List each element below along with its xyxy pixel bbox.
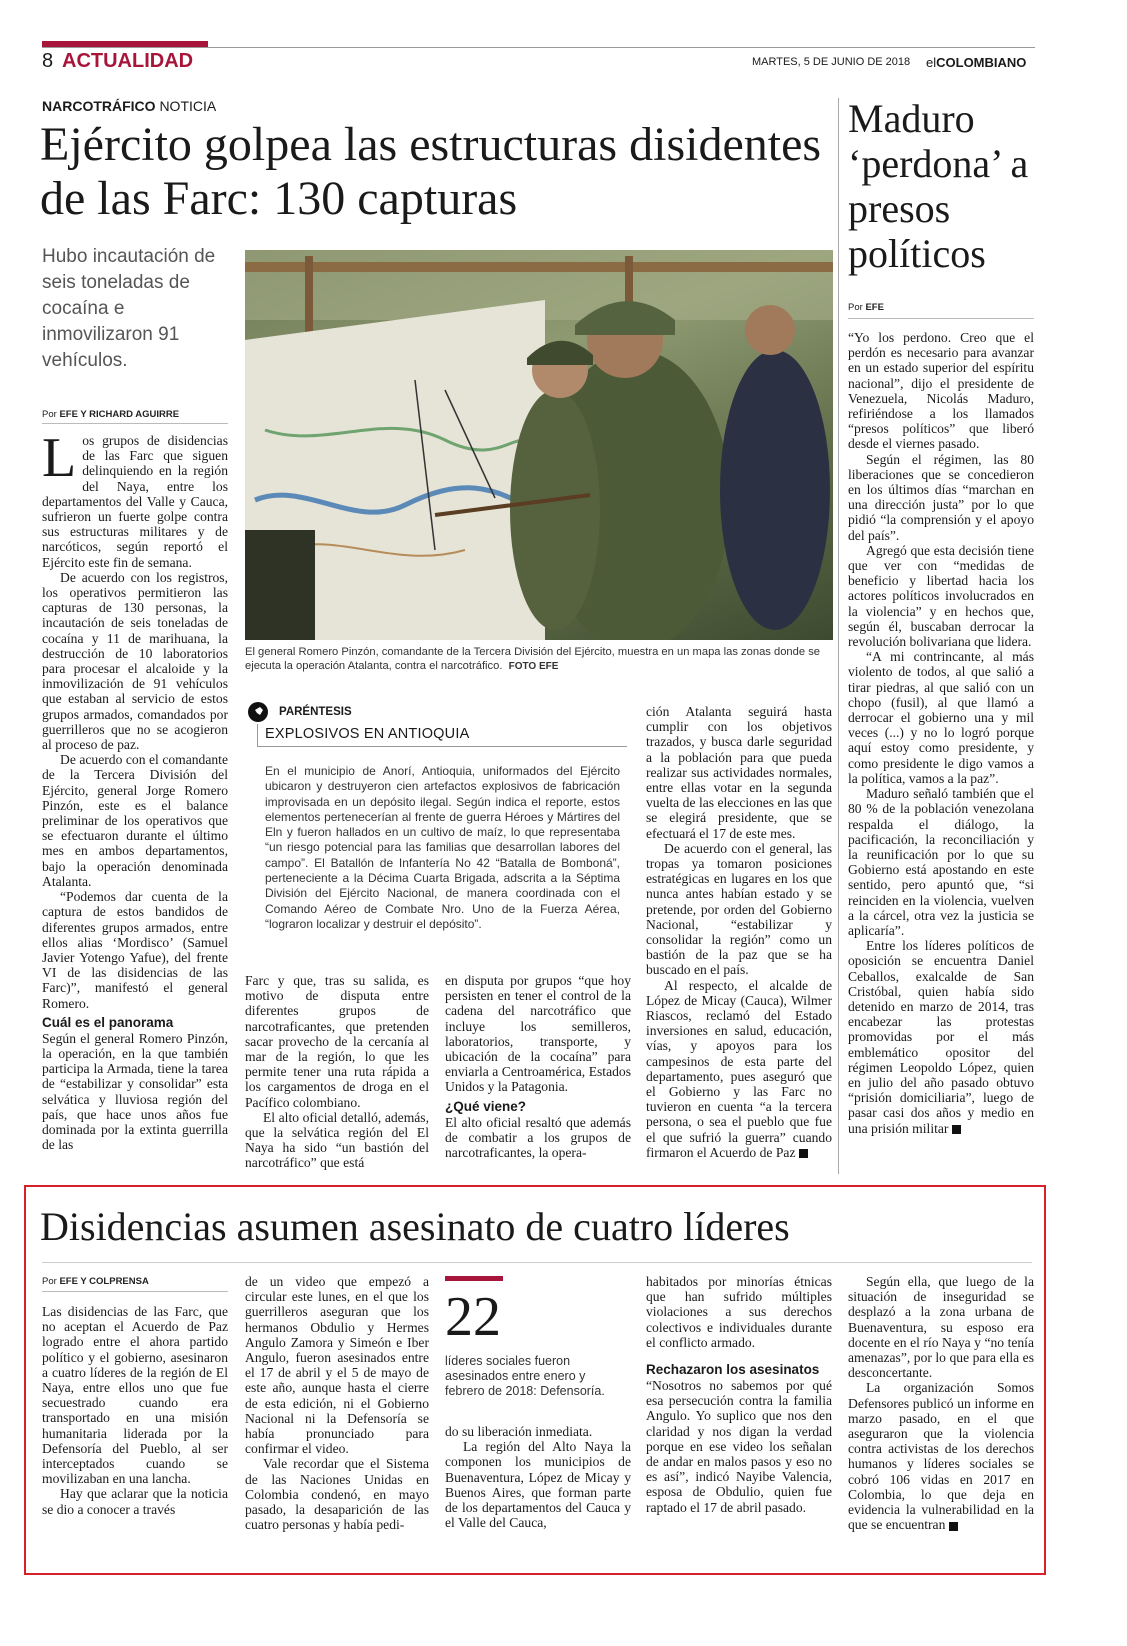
stat-number: 22 <box>445 1286 501 1348</box>
main-byline <box>42 409 179 420</box>
main-col-3 <box>445 973 631 1160</box>
parentesis-body: En el municipio de Anorí, Antioquia, uniformados del Ejército ubicaron y destruyeron cien artefactos explosivos de fabricación improvisada en un depósito ilegal. Según indica el reporte, estos elementos pertenecerían al frente de guerra Héroes y Mártires del Eln y fueron hallados en un cultivo de maíz, lo que representaba “un riesgo potencial para las familias que desarrollan labores del campo”. El Batallón de Infantería No 42 “Batalla de Bomboná”, perteneciente a la Décima Cuarta Brigada, adscrita a la Séptima División del Ejército Nacional, de manera coordinada con el Comando Aéreo de Combate Nro. Uno de la Fuerza Aérea, “lograron localizar y destruir el depósito”. <box>265 764 620 931</box>
photo-credit: FOTO EFE <box>508 661 559 672</box>
stat-accent-bar <box>445 1276 503 1281</box>
bottom-byline <box>42 1276 149 1287</box>
byline-rule <box>42 423 228 424</box>
side-byline <box>848 302 884 313</box>
paragraph: De acuerdo con el comandante de la Tercera División del Ejército, general Jorge Romero Pinzón, este es el balance preliminar de los operativos que se efectuaron durante el último mes en ambos departamentos, bajo la operación denominada Atalanta. <box>42 752 228 889</box>
paragraph: habitados por minorías étnicas que han sufrido múltiples violaciones a sus derechos colectivos e individuales durante el conflicto armado. <box>646 1274 832 1350</box>
paragraph: De acuerdo con los registros, los operativos permitieron las capturas de 130 personas, la incautación de seis toneladas de cocaína y 11 de marihuana, la destrucción de 10 laboratorios para procesar el alcaloide y la inmovilización de 91 vehículos que estaban al servicio de estos grupos armados, comandados por guerrilleros que no se acogieron al proceso de paz. <box>42 569 228 753</box>
dropcap: L <box>42 427 77 489</box>
bottom-col-2 <box>245 1274 429 1532</box>
bottom-col-3 <box>445 1424 631 1530</box>
parentesis-title: EXPLOSIVOS EN ANTIOQUIA <box>265 726 470 742</box>
section-title: ACTUALIDAD <box>62 50 194 72</box>
paragraph: “Nosotros no sabemos por qué esa persecución contra la familia Angulo. Yo suplico que nos den claridad y nos digan la verdad porque en ese video los señalan de andar en malos pasos y eso no es así”, indicó Nayibe Valencia, esposa de Obdulio, quien fue raptado el 17 de abril pasado. <box>646 1378 832 1515</box>
main-col-4 <box>646 704 832 1160</box>
bottom-headline: Disidencias asumen asesinato de cuatro líderes <box>40 1204 790 1249</box>
bottom-byline-rule <box>42 1291 228 1292</box>
bottom-headline-rule <box>42 1262 1032 1263</box>
paragraph: do su liberación inmediata. <box>445 1424 593 1439</box>
kicker-topic: NARCOTRÁFICO <box>42 98 156 114</box>
paragraph: La organización Somos Defensores publicó un informe en marzo pasado, en el que aseguraron que la violencia contra activistas de los derechos humanos y líderes sociales se cobró 106 vidas en 2017 en Colombia, lo que deja en evidencia la vulnerabilidad en la que se encuentran <box>848 1380 1034 1533</box>
kicker <box>42 98 216 114</box>
header-rule <box>42 47 1035 48</box>
paragraph: Según el régimen, las 80 liberaciones que se concedieron en los últimos días “marchan en una dirección justa” por lo que pidió “la comprensión y el apoyo del país”. <box>848 451 1034 543</box>
paragraph: ción Atalanta seguirá hasta cumplir con los objetivos trazados, y busca darle seguridad a la población para que pueda realizar sus actividades normales, entre ellas votar en la segunda vuelta de las elecciones en las que se elegirá presidente, que se efectuará el 17 de este mes. <box>646 704 832 841</box>
paragraph: en disputa por grupos “que hoy persisten en tener el control de la cadena del narcotráfico que incluye los semilleros, laboratorios, transporte, y ubicación de la cocaína” para enviarla a Centroamérica, Estados Unidos y la Patagonia. <box>445 973 631 1095</box>
paragraph: Los grupos de disidencias de las Farc que siguen delinquiendo en la región del Naya, entre los departamentos del Valle y Cauca, sufrieron un fuerte golpe contra sus estructuras militares y de narcóticos, según reportó el Ejército este fin de semana. <box>42 427 228 570</box>
paragraph: “A mi contrincante, al más violento de todos, al que salió a tirar piedras, al que salió con un chopo (fusil), al que llamó a derrocar el gobierno una y mil veces (...) y no lo logró porque aquí estoy como presidente, y como presidente le digo vamos a la política, vamos a la paz”. <box>848 649 1034 786</box>
paragraph: El alto oficial resaltó que además de combatir a los grupos de narcotraficantes, la opera- <box>445 1114 631 1161</box>
paragraph: “Podemos dar cuenta de la captura de estos bandidos de diferentes grupos armados, entre ellos alias ‘Mordisco’ (Samuel Javier Yotengo Yafue), del frente VI de las disidencias de las Farc)”, manifestó el general Romero. <box>42 889 228 1011</box>
end-mark-icon <box>952 1125 961 1134</box>
byline-authors: EFE Y COLPRENSA <box>59 1276 149 1287</box>
bottom-col-4 <box>646 1274 832 1515</box>
paragraph: Farc y que, tras su salida, es motivo de disputa entre diferentes grupos de narcotraficantes, que pretenden sacar provecho de la cercanía al mar de la región, lo que les permite tener una ruta rápida a los cargamentos de droga en el Pacífico colombiano. <box>245 973 429 1110</box>
kicker-type: NOTICIA <box>159 98 217 114</box>
end-mark-icon <box>949 1522 958 1531</box>
side-body <box>848 330 1034 1136</box>
subhead: Cuál es el panorama <box>42 1014 174 1030</box>
main-headline: Ejército golpea las estructuras disidentes de las Farc: 130 capturas <box>40 118 822 225</box>
parentesis-box <box>245 700 630 960</box>
byline-prefix: Por <box>42 1276 57 1287</box>
subhead: ¿Qué viene? <box>445 1098 527 1114</box>
issue-date: MARTES, 5 DE JUNIO DE 2018 <box>752 56 911 68</box>
paragraph: Agregó que esta decisión tiene que ver con “medidas de beneficio y libertad hacia los actores políticos involucrados en la violencia” y en hechos que, según él, buscaban derrocar la revolución bolivariana que lidera. <box>848 542 1034 650</box>
paragraph: “Yo los perdono. Creo que el perdón es necesario para avanzar en un estado superior del espíritu nacional”, dijo el presidente de Venezuela, Nicolás Maduro, refiriéndose a los llamados “presos políticos” que liberó desde el viernes pasado. <box>848 330 1034 452</box>
stat-text: líderes sociales fueron asesinados entre enero y febrero de 2018: Defensoría. <box>445 1354 605 1398</box>
paragraph: Hay que aclarar que la noticia se dio a conocer a través <box>42 1486 228 1517</box>
paragraph: de un video que empezó a circular este lunes, en el que los guerrilleros aseguran que los hermanos Obdulio y Hermes Angulo Zamora y Simeón e Iber Angulo, fueron asesinados entre el 17 de abril y el 5 de mayo de este año, aunque hasta el cierre de esta edición, ni el Gobierno Nacional ni la Defensoría se había pronunciado para confirmar el video. <box>245 1274 429 1457</box>
main-col-1 <box>42 427 228 1153</box>
byline-prefix: Por <box>848 302 863 313</box>
subhead: Rechazaron los asesinatos <box>646 1362 820 1378</box>
paragraph: Según el general Romero Pinzón, la operación, en la que también participa la Armada, tiene la tarea de “estabilizar y consolidar” esta selvática y lluviosa región del país, que hace unos años fue dominada por la extinta guerrilla de las <box>42 1030 228 1153</box>
paragraph: El alto oficial detalló, además, que la selvática región del El Naya ha sido “un bastión del narcotráfico” que está <box>245 1109 429 1171</box>
byline-prefix: Por <box>42 409 57 420</box>
side-byline-rule <box>848 318 1034 319</box>
paragraph: Las disidencias de las Farc, que no aceptan el Acuerdo de Paz logrado entre el ahora partido político y el gobierno, asesinaron a cuatro líderes de la región de El Naya, entre ellos uno que fue secuestrado cuando era transportado en una misión humanitaria liderada por la Defensoría del Pueblo, al ser interceptados cuando se movilizaban en una lancha. <box>42 1304 228 1487</box>
paragraph: Al respecto, el alcalde de López de Micay (Cauca), Wilmer Riascos, reclamó del Estado inversiones en salud, educación, vías, y apoyos para los campesinos de esta parte del departamento, pues aseguró que el Gobierno y las Farc no tuvieron en cuenta “a la tercera persona, o sea el pueblo que fue el que sufrió la guerra” cuando firmaron el Acuerdo de Paz <box>646 977 832 1160</box>
caption-text: El general Romero Pinzón, comandante de la Tercera División del Ejército, muestra en un mapa las zonas donde se ejecuta la operación Atalanta, contra el narcotráfico. <box>245 646 821 672</box>
paragraph: De acuerdo con el general, las tropas ya tomaron posiciones estratégicas en lugares en los que nunca antes habían estado y se pretende, por orden del Gobierno Nacional, “estabilizar y consolidar la región” como un bastión de la paz que se ha buscado en el país. <box>646 840 832 978</box>
paragraph: Entre los líderes políticos de oposición se encuentra Daniel Ceballos, exalcalde de San Cristóbal, quien había sido detenido en marzo de 2014, tras encabezar las protestas promovidas por el más emblemático opositor del régimen Leopoldo López, quien en julio del año pasado obtuvo “prisión domiciliaria”, luego de pasar casi dos años y medio en una prisión militar <box>848 938 1034 1136</box>
masthead-brand <box>926 55 1026 70</box>
parentesis-rule <box>257 746 627 747</box>
paragraph: Según ella, que luego de la situación de inseguridad se desplazó a la zona urbana de Buenaventura, su esposo era docente en el río Naya y “no tenía amenazas”, por lo que para ella es desconcertante. <box>848 1274 1034 1381</box>
end-mark-icon <box>799 1149 808 1158</box>
paragraph: Maduro señaló también que el 80 % de la población venezolana respalda el diálogo, la pacificación, la reconciliación y la reunificación por lo que su Gobierno está apostando en este sentido, pero apuntó que, “si reinciden en la violencia, vuelven a la cárcel, otra vez la justicia se aplicaría”. <box>848 786 1034 938</box>
bottom-col-5 <box>848 1274 1034 1532</box>
side-headline: Maduro ‘perdona’ a presos políticos <box>848 96 1029 276</box>
page-number: 8 <box>42 50 54 72</box>
paragraph: La región del Alto Naya la componen los municipios de Buenaventura, López de Micay y Buenos Aires, que forman parte de los departamentos del Cauca y el Valle del Cauca, <box>445 1439 631 1531</box>
deck: Hubo incautación de seis toneladas de cocaína e inmovilizaron 91 vehículos. <box>42 246 216 371</box>
byline-authors: EFE <box>865 302 884 313</box>
paragraph: Vale recordar que el Sistema de las Naciones Unidas en Colombia condenó, en mayo pasado, la desaparición de las cuatro personas y había pedi- <box>245 1456 429 1533</box>
photo-caption <box>245 645 825 674</box>
parentesis-label: PARÉNTESIS <box>279 706 352 718</box>
bottom-col-1 <box>42 1304 228 1517</box>
byline-authors: EFE Y RICHARD AGUIRRE <box>59 409 180 420</box>
brand-name: COLOMBIANO <box>936 55 1027 70</box>
column-divider <box>838 98 839 1174</box>
main-col-2 <box>245 973 429 1171</box>
parentesis-left-rule <box>257 724 258 746</box>
news-photo <box>245 250 833 640</box>
brand-prefix: el <box>926 55 937 70</box>
pin-icon <box>247 701 269 723</box>
